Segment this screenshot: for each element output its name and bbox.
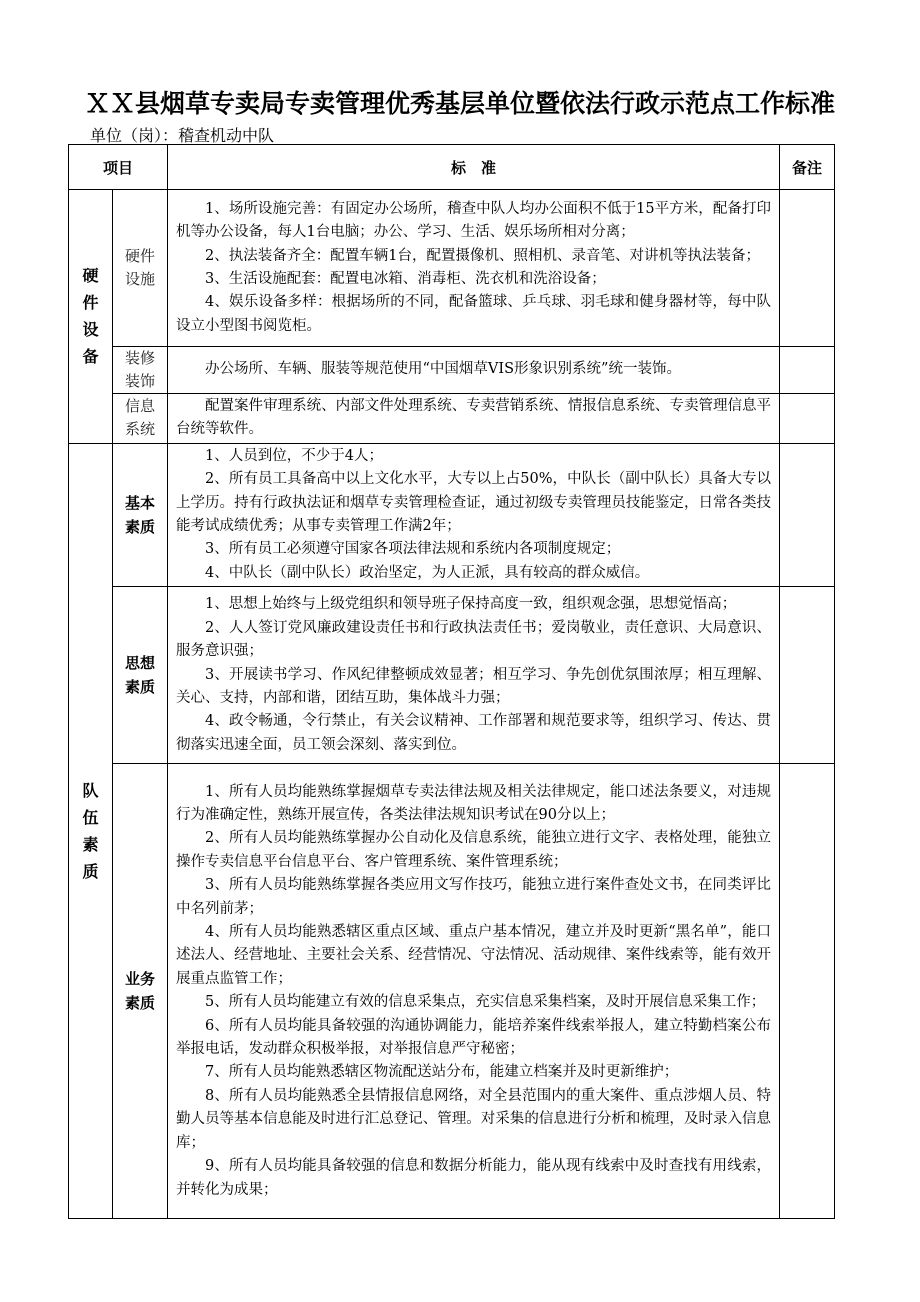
- remark-cell: [780, 190, 835, 347]
- table-row: [69, 190, 835, 347]
- remark-cell: [780, 587, 835, 764]
- remark-cell: [780, 764, 835, 1219]
- table-row: [69, 587, 835, 764]
- sub-basic-quality: 基本素质: [113, 443, 168, 586]
- category-hardware: 硬件设备: [69, 190, 113, 444]
- table-row: [69, 394, 835, 444]
- content-business-quality: 1、所有人员均能熟练掌握烟草专卖法律法规及相关法律规定，能口述法条要义，对违规行为准确定性，熟练开展宣传，各类法律法规知识考试在90分以上； 2、所有人员均能熟练掌握办公自动化及信息系统，能独立进行文字、表格处理，能独立操作专卖信息平台信息平台、客户管理系统、案件管理系统； 3、所有人员均能熟练掌握各类应用文写作技巧，能独立进行案件查处文书，在同类评比中名列前茅； 4、所有人员均能熟悉辖区重点区域、重点户基本情况，建立并及时更新“黑名单”，能口述法人、经营地址、主要社会关系、经营情况、守法情况、活动规律、案件线索等，能有效开展重点监管工作； 5、所有人员均能建立有效的信息采集点，充实信息采集档案，及时开展信息采集工作； 6、所有人员均能具备较强的沟通协调能力，能培养案件线索举报人，建立特勤档案公布举报电话，发动群众积极举报，对举报信息严守秘密； 7、所有人员均能熟悉辖区物流配送站分布，能建立档案并及时更新维护； 8、所有人员均能熟悉全县情报信息网络，对全县范围内的重大案件、重点涉烟人员、特勤人员等基本信息能及时进行汇总登记、管理。对采集的信息进行分析和梳理，及时录入信息库； 9、所有人员均能具备较强的信息和数据分析能力，能从现有线索中及时查找有用线索，并转化为成果；: [168, 764, 780, 1219]
- header-row: [69, 145, 835, 190]
- sub-business-quality: 业务素质: [113, 764, 168, 1219]
- content-info-system: 配置案件审理系统、内部文件处理系统、专卖营销系统、情报信息系统、专卖管理信息平台统等软件。: [168, 394, 780, 444]
- content-decoration: 办公场所、车辆、服装等规范使用“中国烟草VIS形象识别系统”统一装饰。: [168, 347, 780, 394]
- content-ideological-quality: 1、思想上始终与上级党组织和领导班子保持高度一致，组织观念强，思想觉悟高； 2、人人签订党风廉政建设责任书和行政执法责任书；爱岗敬业，责任意识、大局意识、服务意识强； 3、开展读书学习、作风纪律整顿成效显著；相互学习、争先创优氛围浓厚；相互理解、关心、支持，内部和谐，团结互助，集体战斗力强； 4、政令畅通，令行禁止，有关会议精神、工作部署和规范要求等，组织学习、传达、贯彻落实迅速全面，员工领会深刻、落实到位。: [168, 587, 780, 764]
- sub-ideological-quality: 思想素质: [113, 587, 168, 764]
- table-row: [69, 443, 835, 586]
- remark-cell: [780, 347, 835, 394]
- unit-line: 单位（岗）：稽查机动中队: [90, 126, 275, 145]
- table-row: [69, 347, 835, 394]
- sub-hardware-facilities: 硬件设施: [113, 190, 168, 347]
- content-basic-quality: 1、人员到位，不少于4人； 2、所有员工具备高中以上文化水平，大专以上占50%，中队长（副中队长）具备大专以上学历。持有行政执法证和烟草专卖管理检查证，通过初级专卖管理员技能鉴定，日常各类技能考试成绩优秀；从事专卖管理工作满2年； 3、所有员工必须遵守国家各项法律法规和系统内各项制度规定； 4、中队长（副中队长）政治坚定，为人正派，具有较高的群众威信。: [168, 443, 780, 586]
- remark-cell: [780, 443, 835, 586]
- header-remark: 备注: [780, 145, 835, 190]
- header-standard: 标 准: [168, 145, 780, 190]
- document-title: ＸＸ县烟草专卖局专卖管理优秀基层单位暨依法行政示范点工作标准: [84, 89, 835, 118]
- sub-decoration: 装修装饰: [113, 347, 168, 394]
- header-item: 项目: [69, 145, 168, 190]
- sub-info-system: 信息系统: [113, 394, 168, 444]
- remark-cell: [780, 394, 835, 444]
- content-hardware-facilities: 1、场所设施完善：有固定办公场所，稽查中队人均办公面积不低于15平方米，配备打印机等办公设备，每人1台电脑；办公、学习、生活、娱乐场所相对分离； 2、执法装备齐全：配置车辆1台，配置摄像机、照相机、录音笔、对讲机等执法装备； 3、生活设施配套：配置电冰箱、消毒柜、洗衣机和洗浴设备； 4、娱乐设备多样：根据场所的不同，配备篮球、乒乓球、羽毛球和健身器材等，每中队设立小型图书阅览柜。: [168, 190, 780, 347]
- table-row: [69, 764, 835, 1219]
- standards-table: [68, 144, 835, 1219]
- category-team: 队伍素质: [69, 443, 113, 1218]
